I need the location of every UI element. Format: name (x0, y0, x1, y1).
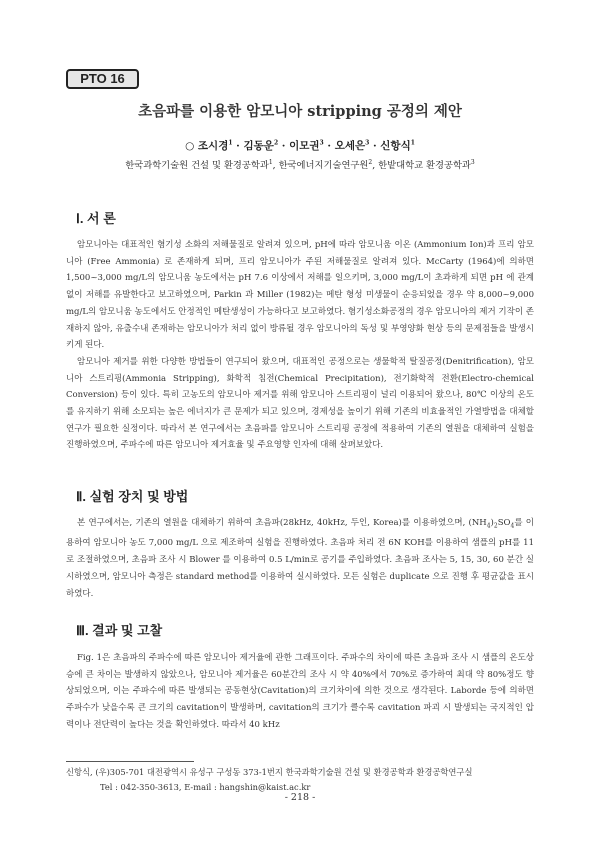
text-run: ) (490, 518, 494, 528)
author-list (0, 138, 600, 153)
author-sup: 3 (365, 139, 370, 147)
author-sup: 2 (273, 139, 279, 147)
section-heading-introduction: Ⅰ. 서 론 (76, 211, 116, 226)
footnote-rule (66, 761, 194, 762)
affiliation-sup: 3 (470, 158, 475, 166)
footnote (66, 765, 472, 794)
methods-body (66, 515, 534, 602)
paragraph: 암모니아는 대표적인 혐기성 소화의 저해물질로 알려져 있으며, pH에 따라 암모니움 이온 (Ammonium Ion)과 프리 암모니아 (Free Ammonia) 로 존재하게 되며, 프리 암모니아가 주된 저해물질로 알려져 있다. McCarty (1964)에 의하면 1,500~3,000 mg/L의 암모니움 농도에서는 pH 7.6 이상에서 저해를 일으키며, 3,000 mg/L이 초과하게 되면 pH 에 관계없이 저해를 유발한다고 보고하였으며, Parkin 과 Miller (1982)는 메탄 형성 미생물이 순응되었을 경우 약 8,000~9,000 mg/L의 암모니움 농도에서도 안정적인 메탄생성이 가능하다고 보고하였다. 혐기성소화공정의 경우 암모니아의 제거 기작이 존재하지 않아, 유출수내 존재하는 암모니아가 처리 없이 방류될 경우 암모니아의 독성 및 부영양화 현상 등의 문제점들을 발생시키게 된다. (66, 240, 534, 351)
footnote-contact: Tel : 042-350-3613, E-mail : hangshin@kaist.ac.kr (100, 781, 311, 792)
paragraph: Fig. 1은 초음파의 주파수에 따른 암모니아 제거율에 관한 그래프이다. 주파수의 차이에 따른 초음파 조사 시 샘플의 온도상승에 큰 차이는 발생하지 않았으나, 암모니아 제거율은 60분간의 조사 시 약 40%에서 70%로 증가하여 최대 약 80%정도 향상되었으며, 이는 주파수에 따른 발생되는 공동현상(Cavitation)의 크기차이에 의한 것으로 생각된다. Laborde 등에 의하면 주파수가 낮을수록 큰 크기의 cavitation이 발생하며, cavitation의 크기가 클수록 cavitation 파괴 시 발생되는 국지적인 압력이나 전단력이 높다는 것을 확인하였다. 따라서 40 kHz (66, 653, 534, 730)
results-body (66, 650, 534, 734)
author: 김동운 (243, 140, 274, 152)
text-run: 를 이용하여 암모니아 농도 7,000 mg/L 으로 제조하여 실험을 진행하였다. 초음파 처리 전 6N KOH를 이용하여 샘플의 pH를 11로 조절하였으며, 초음파 조사 시 Blower 를 이용하여 0.5 L/min로 공기를 주입하였다. 초음파 조사는 5, 15, 30, 60 분간 실시하였으며, 암모니아 측정은 standard method를 이용하여 실시하였다. 모든 실험은 duplicate 으로 진행 후 평균값을 표시하였다. (66, 518, 534, 599)
author: 이모권 (289, 140, 320, 152)
introduction-body (66, 237, 534, 454)
author-sup: 1 (410, 139, 415, 147)
affiliation-sup: 2 (368, 158, 373, 166)
author: 신항식 (380, 140, 411, 152)
section-heading-results: Ⅲ. 결과 및 고찰 (76, 623, 163, 638)
author: 조시경 (197, 140, 229, 152)
author-sep: · (369, 140, 381, 152)
author-sup: 1 (228, 139, 233, 147)
affiliation: 한밭대학교 환경공학과 (378, 160, 471, 171)
text-run: SO (497, 518, 511, 528)
presenter-marker: ○ (185, 140, 195, 152)
author-sup: 3 (319, 139, 324, 147)
subscript: 4 (486, 522, 491, 530)
page-number: - 218 - (284, 792, 316, 803)
affiliations: 한국과학기술원 건설 및 환경공학과$^1$, 한국에너지기술연구원$^2$, 한밭대학교 환경공학과$^3$ (125, 158, 475, 171)
author-sep: · (232, 140, 244, 152)
paragraph: 암모니아 제거를 위한 다양한 방법들이 연구되어 왔으며, 대표적인 공정으로는 생물학적 탈질공정(Denitrification), 암모니아 스트리핑(Ammonia Stripping), 화학적 침전(Chemical Precipitation), 전기화학적 전환(Electro-chemical Conversion) 등이 있다. 특히 고농도의 암모니아 제거를 위해 암모니아 스트리핑이 널리 이용되어 왔으나, 80℃ 이상의 온도를 유지하기 위해 소모되는 높은 에너지가 큰 문제가 되고 있으며, 경제성을 높이기 위해 기존의 비효율적인 가열방법을 대체할 연구가 필요한 실정이다. 따라서 본 연구에서는 초음파를 암모니아 스트리핑 공정에 적용하여 기존의 열원을 대체하여 실험을 진행하였으며, 주파수에 따른 암모니아 제거효율 및 주요영향 인자에 대해 살펴보았다. (66, 356, 534, 451)
author-sep: · (323, 140, 335, 152)
author-sep: · (278, 140, 290, 152)
session-badge: PTO 16 (66, 69, 139, 89)
affiliation: 한국과학기술원 건설 및 환경공학과 (125, 160, 269, 171)
text-run: 본 연구에서는, 기존의 열원을 대체하기 위하여 초음파(28kHz, 40kHz, 두인, Korea)를 이용하였으며, (NH (77, 518, 487, 528)
subscript: 2 (493, 522, 498, 530)
section-heading-methods: Ⅱ. 실험 장치 및 방법 (76, 489, 189, 504)
paragraph (66, 515, 534, 602)
subscript: 4 (510, 522, 515, 530)
author: 오세은 (334, 140, 366, 152)
paper-title: 초음파를 이용한 암모니아 stripping 공정의 제안 (138, 103, 462, 120)
affiliation-sup: 1 (268, 158, 273, 166)
affiliation: 한국에너지기술연구원 (278, 160, 369, 171)
footnote-address: 신항식, (우)305-701 대전광역시 유성구 구성동 373-1번지 한국과학기술원 건설 및 환경공학과 환경공학연구실 (66, 767, 473, 777)
